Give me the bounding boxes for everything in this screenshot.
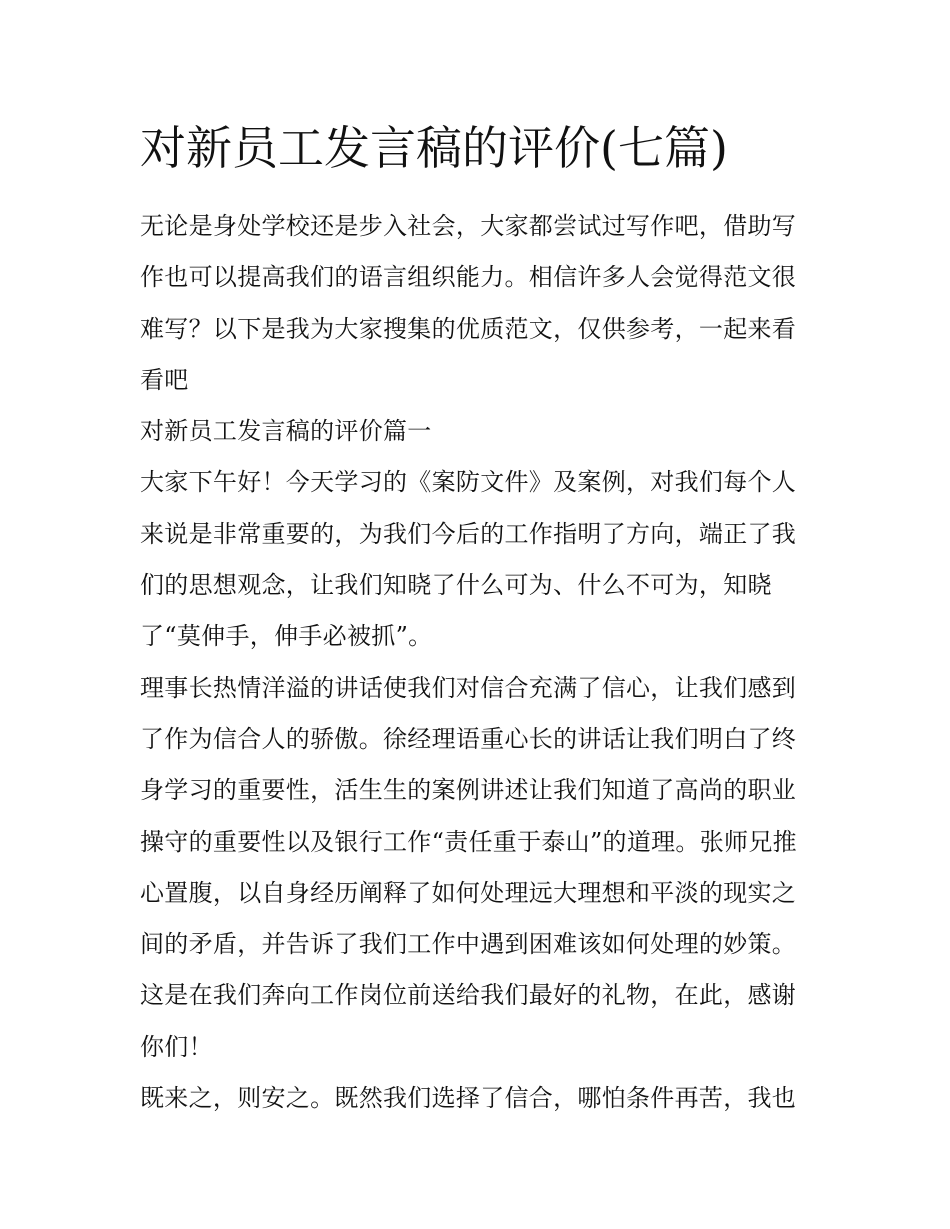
body-paragraph: 大家下午好！今天学习的《案防文件》及案例，对我们每个人来说是非常重要的，为我们今后的工作指明了方向，端正了我们的思想观念，让我们知晓了什么可为、什么不可为，知晓了“莫伸手，伸手必被抓”。 bbox=[140, 468, 797, 651]
section-heading: 对新员工发言稿的评价篇一 bbox=[140, 417, 432, 446]
document-body bbox=[140, 201, 812, 1124]
body-paragraph: 既来之，则安之。既然我们选择了信合，哪怕条件再苦，我也 bbox=[140, 1084, 797, 1113]
intro-paragraph: 无论是身处学校还是步入社会，大家都尝试过写作吧，借助写作也可以提高我们的语言组织能力。相信许多人会觉得范文很难写？以下是我为大家搜集的优质范文，仅供参考，一起来看看吧 bbox=[140, 212, 797, 394]
body-paragraph: 理事长热情洋溢的讲话使我们对信合充满了信心，让我们感到了作为信合人的骄傲。徐经理语重心长的讲话让我们明白了终身学习的重要性，活生生的案例讲述让我们知道了高尚的职业操守的重要性以及银行工作“责任重于泰山”的道理。张师兄推心置腹，以自身经历阐释了如何处理远大理想和平淡的现实之间的矛盾，并告诉了我们工作中遇到困难该如何处理的妙策。这是在我们奔向工作岗位前送给我们最好的礼物，在此，感谢你们！ bbox=[140, 673, 797, 1061]
document-title: 对新员工发言稿的评价(七篇) bbox=[140, 121, 728, 175]
